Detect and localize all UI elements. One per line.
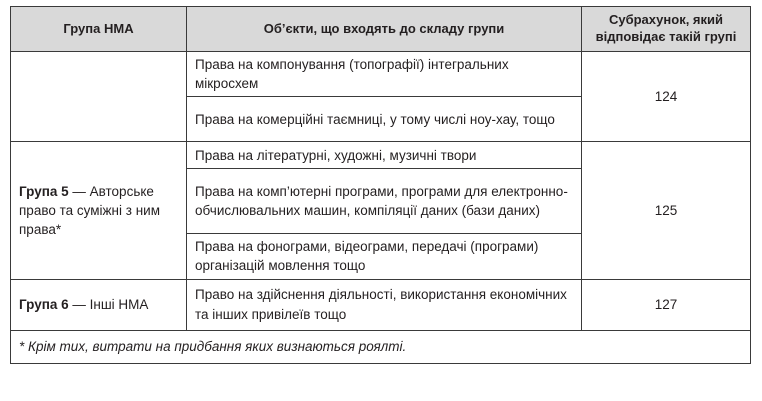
group-name: Група 5 bbox=[19, 183, 69, 199]
object-cell: Права на комерційні таємниці, у тому числі ноу-хау, тощо bbox=[187, 97, 582, 142]
nma-table-container bbox=[10, 6, 750, 364]
group-cell bbox=[11, 142, 187, 279]
footnote-row bbox=[11, 330, 751, 363]
object-cell: Права на літературні, художні, музичні твори bbox=[187, 142, 582, 169]
table-row bbox=[11, 52, 751, 97]
account-cell: 125 bbox=[582, 142, 751, 279]
group-cell bbox=[11, 279, 187, 330]
header-objects: Об’єкти, що входять до складу групи bbox=[187, 7, 582, 52]
table-row bbox=[11, 142, 751, 169]
table-header-row bbox=[11, 7, 751, 52]
object-cell: Право на здійснення діяльності, використання економічних та інших привілеїв тощо bbox=[187, 279, 582, 330]
account-cell: 127 bbox=[582, 279, 751, 330]
group-cell bbox=[11, 52, 187, 142]
table-row bbox=[11, 279, 751, 330]
object-cell: Права на фонограми, відеограми, передачі (програми) організацій мовлення тощо bbox=[187, 234, 582, 279]
object-cell: Права на компонування (топографії) інтегральних мікросхем bbox=[187, 52, 582, 97]
footnote: * Крім тих, витрати на придбання яких визнаються роялті. bbox=[11, 330, 751, 363]
group-description: — Інші НМА bbox=[68, 297, 149, 313]
account-cell: 124 bbox=[582, 52, 751, 142]
group-description: — Авторське право та суміжні з ним права* bbox=[19, 183, 160, 238]
group-name: Група 6 bbox=[19, 297, 69, 313]
object-cell: Права на комп’ютерні програми, програми для електронно-обчислювальних машин, компіляції даних (бази даних) bbox=[187, 169, 582, 234]
nma-groups-table bbox=[10, 6, 751, 364]
header-group: Група НМА bbox=[11, 7, 187, 52]
header-account: Субрахунок, який відповідає такій групі bbox=[582, 7, 751, 52]
